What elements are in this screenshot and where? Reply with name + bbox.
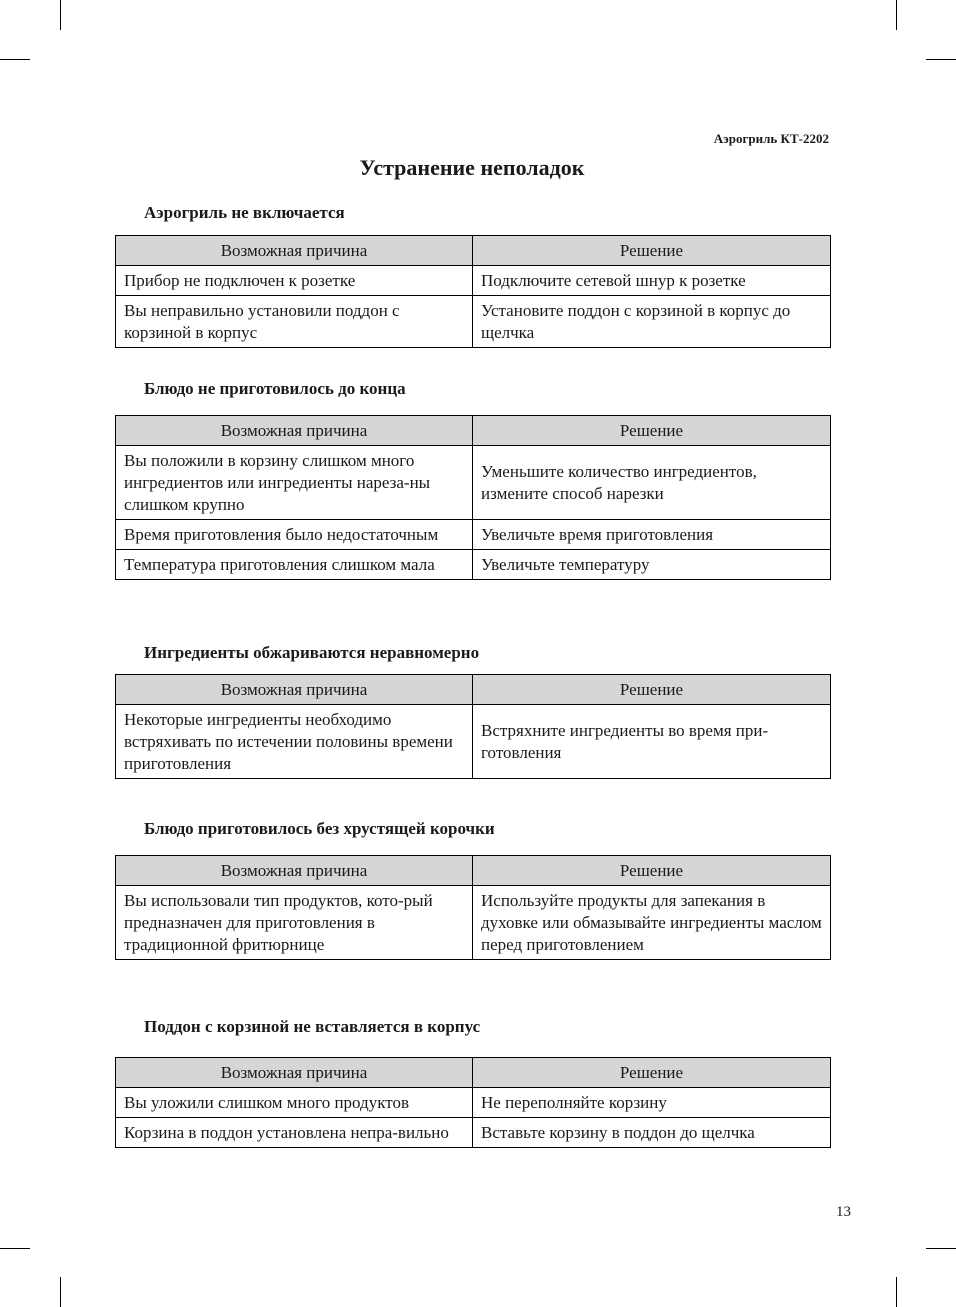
- solution-cell: Увеличьте время приготовления: [473, 520, 831, 550]
- table-row: [116, 550, 831, 580]
- table-header-row: [116, 856, 831, 886]
- table-row: [116, 886, 831, 960]
- troubleshooting-table: [115, 1057, 831, 1148]
- troubleshooting-table: [115, 674, 831, 779]
- solution-cell: Установите поддон с корзиной в корпус до щелчка: [473, 296, 831, 348]
- section-title: Аэрогриль не включается: [144, 203, 345, 222]
- table-header-row: [116, 416, 831, 446]
- crop-mark: [896, 0, 897, 30]
- table-row: [116, 705, 831, 779]
- column-header-cause: Возможная причина: [116, 856, 473, 886]
- column-header-solution: Решение: [473, 416, 831, 446]
- page-number: 13: [836, 1204, 851, 1220]
- solution-cell: Используйте продукты для запекания в духовке или обмазывайте ингредиенты маслом перед приготовлением: [473, 886, 831, 960]
- section-title: Ингредиенты обжариваются неравномерно: [144, 643, 480, 662]
- table-row: [116, 446, 831, 520]
- crop-mark: [0, 59, 30, 60]
- troubleshooting-table: [115, 855, 831, 960]
- table-header-row: [116, 675, 831, 705]
- cause-cell: Вы положили в корзину слишком много ингредиентов или ингредиенты нареза-ны слишком крупно: [116, 446, 473, 520]
- column-header-cause: Возможная причина: [116, 675, 473, 705]
- table-row: [116, 1118, 831, 1148]
- section-title: Блюдо приготовилось без хрустящей корочки: [144, 819, 495, 838]
- solution-cell: Уменьшите количество ингредиентов, измените способ нарезки: [473, 446, 831, 520]
- solution-cell: Подключите сетевой шнур к розетке: [473, 266, 831, 296]
- column-header-solution: Решение: [473, 856, 831, 886]
- cause-cell: Корзина в поддон установлена непра-вильно: [116, 1118, 473, 1148]
- section-title: Блюдо не приготовилось до конца: [144, 379, 406, 398]
- column-header-cause: Возможная причина: [116, 416, 473, 446]
- table-header-row: [116, 1058, 831, 1088]
- crop-mark: [0, 1248, 30, 1249]
- crop-mark: [60, 0, 61, 30]
- solution-cell: Вставьте корзину в поддон до щелчка: [473, 1118, 831, 1148]
- table-row: [116, 266, 831, 296]
- cause-cell: Прибор не подключен к розетке: [116, 266, 473, 296]
- table-row: [116, 296, 831, 348]
- troubleshooting-table: [115, 415, 831, 580]
- troubleshooting-table: [115, 235, 831, 348]
- column-header-cause: Возможная причина: [116, 236, 473, 266]
- table-header-row: [116, 236, 831, 266]
- section-title: Поддон с корзиной не вставляется в корпус: [144, 1017, 481, 1036]
- solution-cell: Увеличьте температуру: [473, 550, 831, 580]
- column-header-solution: Решение: [473, 675, 831, 705]
- solution-cell: Встряхните ингредиенты во время при-готовления: [473, 705, 831, 779]
- page-title: Устранение неполадок: [359, 155, 585, 180]
- cause-cell: Температура приготовления слишком мала: [116, 550, 473, 580]
- cause-cell: Вы использовали тип продуктов, кото-рый предназначен для приготовления в традиционной фритюрнице: [116, 886, 473, 960]
- table-row: [116, 520, 831, 550]
- column-header-cause: Возможная причина: [116, 1058, 473, 1088]
- running-header: Аэрогриль КТ-2202: [713, 131, 829, 146]
- crop-mark: [60, 1277, 61, 1307]
- column-header-solution: Решение: [473, 236, 831, 266]
- cause-cell: Вы неправильно установили поддон с корзиной в корпус: [116, 296, 473, 348]
- column-header-solution: Решение: [473, 1058, 831, 1088]
- table-row: [116, 1088, 831, 1118]
- cause-cell: Вы уложили слишком много продуктов: [116, 1088, 473, 1118]
- cause-cell: Время приготовления было недостаточным: [116, 520, 473, 550]
- crop-mark: [926, 59, 956, 60]
- crop-mark: [896, 1277, 897, 1307]
- crop-mark: [926, 1248, 956, 1249]
- cause-cell: Некоторые ингредиенты необходимо встряхивать по истечении половины времени приготовления: [116, 705, 473, 779]
- solution-cell: Не переполняйте корзину: [473, 1088, 831, 1118]
